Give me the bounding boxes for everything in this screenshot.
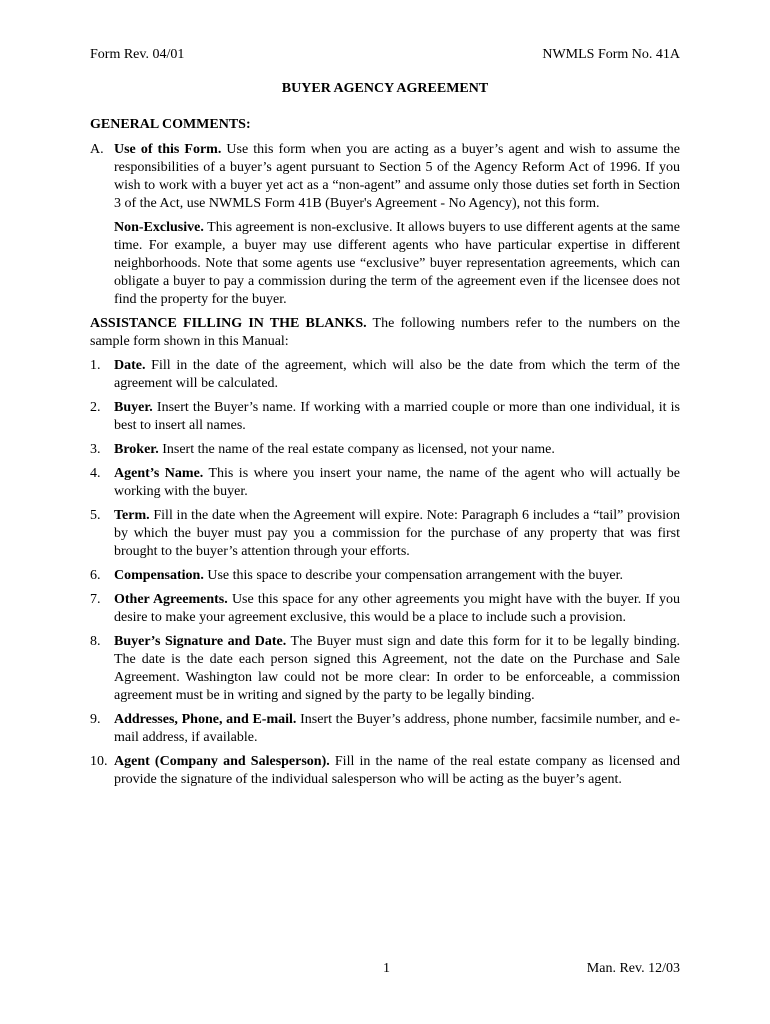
item-text xyxy=(114,399,680,435)
assistance-text: The following numbers refer to the numbers on the sample form shown in this Manual: xyxy=(90,316,680,349)
assistance-paragraph xyxy=(90,315,680,351)
instruction-item xyxy=(90,633,680,705)
item-description: The Buyer must sign and date this form for it to be legally binding. The date is the date each person signed this Agreement, not the date on the Purchase and Sale Agreement. Washington law could not be more clear: In order to be enforceable, a commission agreement must be in writing and signed by the party to be legally binding. xyxy=(114,634,680,703)
item-heading: Buyer. xyxy=(114,400,153,415)
form-number: NWMLS Form No. 41A xyxy=(542,47,680,62)
item-description: Fill in the name of the real estate company as licensed and provide the signature of the individual salesperson who will be acting as the buyer’s agent. xyxy=(114,754,680,787)
item-text xyxy=(114,357,680,393)
item-description: This is where you insert your name, the name of the agent who will actually be working with the buyer. xyxy=(114,466,680,499)
item-number: 4. xyxy=(90,466,101,481)
item-heading: Buyer’s Signature and Date. xyxy=(114,634,287,649)
item-heading: Agent (Company and Salesperson). xyxy=(114,754,330,769)
item-description: Use this form when you are acting as a buyer’s agent and wish to assume the responsibilities of a buyer’s agent pursuant to Section 5 of the Agency Reform Act of 1996. If you wish to work with a buyer yet act as a “non-agent” and assume only those duties set forth in Section 3 of the Act, use NWMLS Form 41B (Buyer's Agreement - No Agency), not this form. xyxy=(114,142,680,211)
instruction-item xyxy=(90,399,680,435)
item-description: Fill in the date when the Agreement will expire. Note: Paragraph 6 includes a “tail” provision by which the buyer must pay you a commission for the purchase of any property that was first brought to the buyer’s attention through your efforts. xyxy=(114,508,680,559)
item-number: 9. xyxy=(90,712,101,727)
item-description: Insert the name of the real estate company as licensed, not your name. xyxy=(158,442,555,457)
instruction-list xyxy=(90,357,680,789)
non-exclusive-heading: Non-Exclusive. xyxy=(114,220,204,235)
page-number: 1 xyxy=(383,961,390,976)
item-description: Insert the Buyer’s name. If working with a married couple or more than one individual, it is best to insert all names. xyxy=(114,400,680,433)
instruction-item xyxy=(90,465,680,501)
item-text xyxy=(114,591,680,627)
item-text xyxy=(114,441,680,459)
item-heading: Term. xyxy=(114,508,150,523)
item-marker: A. xyxy=(90,142,104,157)
item-text xyxy=(114,465,680,501)
item-heading: Broker. xyxy=(114,442,159,457)
general-item-a xyxy=(90,141,680,213)
instruction-item xyxy=(90,567,680,585)
item-description: Fill in the date of the agreement, which will also be the date from which the term of the agreement will be calculated. xyxy=(114,358,680,391)
item-text xyxy=(114,141,680,213)
item-heading: Other Agreements. xyxy=(114,592,228,607)
item-heading: Use of this Form. xyxy=(114,142,222,157)
item-heading: Date. xyxy=(114,358,146,373)
item-number: 2. xyxy=(90,400,101,415)
form-revision: Form Rev. 04/01 xyxy=(90,47,185,62)
item-text xyxy=(114,567,680,585)
item-number: 3. xyxy=(90,442,101,457)
manual-revision: Man. Rev. 12/03 xyxy=(586,961,680,976)
item-heading: Addresses, Phone, and E-mail. xyxy=(114,712,297,727)
instruction-item xyxy=(90,591,680,627)
instruction-item xyxy=(90,507,680,561)
item-description: Use this space to describe your compensation arrangement with the buyer. xyxy=(203,568,623,583)
document-body xyxy=(90,116,680,795)
item-number: 10. xyxy=(90,754,108,769)
item-text xyxy=(114,507,680,561)
instruction-item xyxy=(90,711,680,747)
item-text xyxy=(114,633,680,705)
assistance-heading: ASSISTANCE FILLING IN THE BLANKS. xyxy=(90,316,367,331)
instruction-item xyxy=(90,753,680,789)
item-number: 6. xyxy=(90,568,101,583)
item-description: Use this space for any other agreements you might have with the buyer. If you desire to make your agreement exclusive, this would be a place to include such a provision. xyxy=(114,592,681,625)
item-heading: Compensation. xyxy=(114,568,204,583)
document-title: BUYER AGENCY AGREEMENT xyxy=(281,81,489,96)
item-number: 8. xyxy=(90,634,101,649)
item-text xyxy=(114,753,680,789)
item-number: 5. xyxy=(90,508,101,523)
item-heading: Agent’s Name. xyxy=(114,466,204,481)
non-exclusive-text: This agreement is non-exclusive. It allows buyers to use different agents at the same time. For example, a buyer may use different agents who have particular expertise in different neighborhoods. Note that some agents use “exclusive” buyer representation agreements, which can obligate a buyer to pay a commission during the term of the agreement even if the licensee does not find the property for the buyer. xyxy=(114,220,680,307)
instruction-item xyxy=(90,441,680,459)
instruction-item xyxy=(90,357,680,393)
item-text xyxy=(114,711,680,747)
general-comments-heading: GENERAL COMMENTS: xyxy=(90,117,251,132)
item-number: 1. xyxy=(90,358,101,373)
item-description: Insert the Buyer’s address, phone number, facsimile number, and e-mail address, if available. xyxy=(114,712,680,745)
non-exclusive-paragraph xyxy=(114,219,680,309)
item-number: 7. xyxy=(90,592,101,607)
